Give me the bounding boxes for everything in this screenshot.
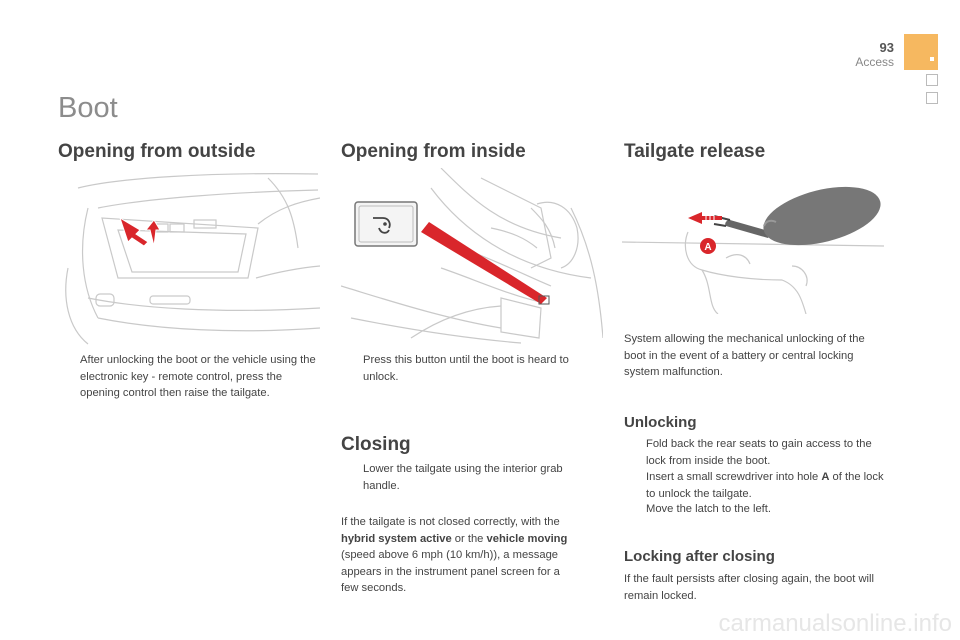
tailgate-intro: System allowing the mechanical unlocking of the boot in the event of a battery or central locking system malfunction. [624, 333, 865, 378]
car-rear-illustration [58, 168, 320, 348]
nav-square-2 [926, 92, 938, 104]
bullet-unlocking-1: Fold back the rear seats to gain access to the lock from inside the boot. [646, 438, 872, 467]
bullet-unlocking-2: Insert a small screwdriver into hole A of the lock to unlock the tailgate. [646, 471, 884, 500]
section-tab [904, 34, 938, 70]
heading-tailgate-release: Tailgate release [624, 141, 766, 162]
section-name: Access [855, 55, 894, 69]
bullet-closing: Lower the tailgate using the interior grab handle. [363, 463, 563, 492]
callout-label: A [704, 242, 712, 253]
heading-unlocking: Unlocking [624, 414, 697, 431]
page-number: 93 [879, 40, 894, 55]
heading-opening-inside: Opening from inside [341, 141, 526, 162]
watermark: carmanualsonline.info [718, 610, 952, 637]
heading-locking-after-closing: Locking after closing [624, 548, 775, 565]
interior-button-illustration [341, 168, 603, 348]
closing-warning-paragraph: If the tailgate is not closed correctly, with the hybrid system active or the vehicle moving (speed above 6 mph (10 km/h)), a message appears in the instrument panel screen for a few seconds. [341, 516, 568, 594]
nav-square-1 [926, 74, 938, 86]
bullet-opening-outside: After unlocking the boot or the vehicle using the electronic key - remote control, press the opening control then raise the tailgate. [80, 354, 316, 399]
heading-closing: Closing [341, 434, 411, 455]
tab-marker [930, 57, 934, 61]
page-title: Boot [58, 92, 118, 124]
bullet-opening-inside: Press this button until the boot is heard to unlock. [363, 354, 569, 383]
heading-opening-outside: Opening from outside [58, 141, 256, 162]
locking-text: If the fault persists after closing again, the boot will remain locked. [624, 573, 874, 602]
bullet-unlocking-3: Move the latch to the left. [646, 503, 771, 515]
tailgate-release-illustration [622, 176, 888, 314]
